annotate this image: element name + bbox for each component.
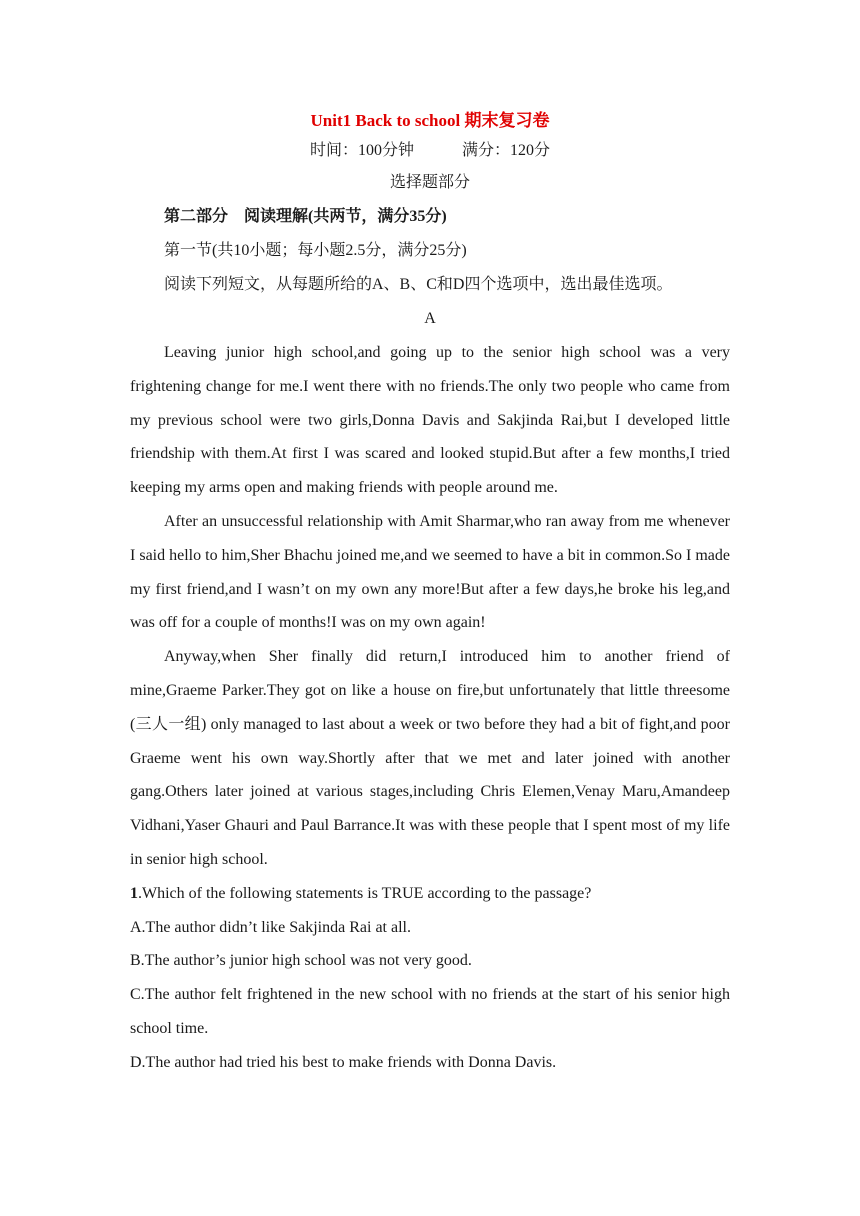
total-score: 满分：120分	[462, 142, 551, 159]
part-heading: 第二部分 阅读理解(共两节，满分35分)	[164, 208, 447, 225]
question-text: .Which of the following statements is TRUE according to the passage?	[138, 884, 592, 902]
subsection-heading: 第一节(共10小题；每小题2.5分，满分25分)	[164, 242, 467, 259]
passage-paragraph-3: Anyway,when Sher finally did return,I introduced him to another friend of mine,Graeme Parker.They got on like a house on fire,but unfortunately that little threesome (三人一组) only managed to last about a week or two before they had a bit of fight,and poor Graeme went his own way.Shortly after that we met and later joined with another gang.Others later joined at various stages,including Chris Elemen,Venay Maru,Amandeep Vidhani,Yaser Ghauri and Paul Barrance.It was with these people that I spent most of my life in senior high school.	[130, 648, 730, 868]
passage-paragraph-2: After an unsuccessful relationship with Amit Sharmar,who ran away from me whenever I said hello to him,Sher Bhachu joined me,and we seemed to have a bit in common.So I made my first friend,and I wasn’t on my own any more!But after a few days,he broke his leg,and was off for a couple of months!I was on my own again!	[130, 512, 730, 632]
passage-label: A	[424, 310, 436, 327]
option-c: C.The author felt frightened in the new school with no friends at the start of his senior high school time.	[130, 986, 730, 1037]
document-page	[130, 106, 730, 1080]
exam-meta	[130, 136, 730, 166]
question-1-stem	[130, 877, 730, 911]
option-a: A.The author didn’t like Sakjinda Rai at all.	[130, 918, 411, 936]
option-b: B.The author’s junior high school was not very good.	[130, 952, 472, 970]
document-title: Unit1 Back to school 期末复习卷	[310, 111, 550, 130]
section-heading: 选择题部分	[389, 174, 470, 191]
passage-paragraph-1: Leaving junior high school,and going up to the senior high school was a very frightening change for me.I went there with no friends.The only two people who came from my previous school were two girls,Donna Davis and Sakjinda Rai,but I developed little friendship with them.At first I was scared and looked stupid.But after a few months,I tried keeping my arms open and making friends with people around me.	[130, 344, 730, 497]
option-d: D.The author had tried his best to make friends with Donna Davis.	[130, 1053, 557, 1071]
instruction-text: 阅读下列短文，从每题所给的A、B、C和D四个选项中，选出最佳选项。	[164, 276, 673, 293]
time-limit: 时间：100分钟	[309, 142, 414, 159]
question-number: 1	[130, 884, 138, 902]
